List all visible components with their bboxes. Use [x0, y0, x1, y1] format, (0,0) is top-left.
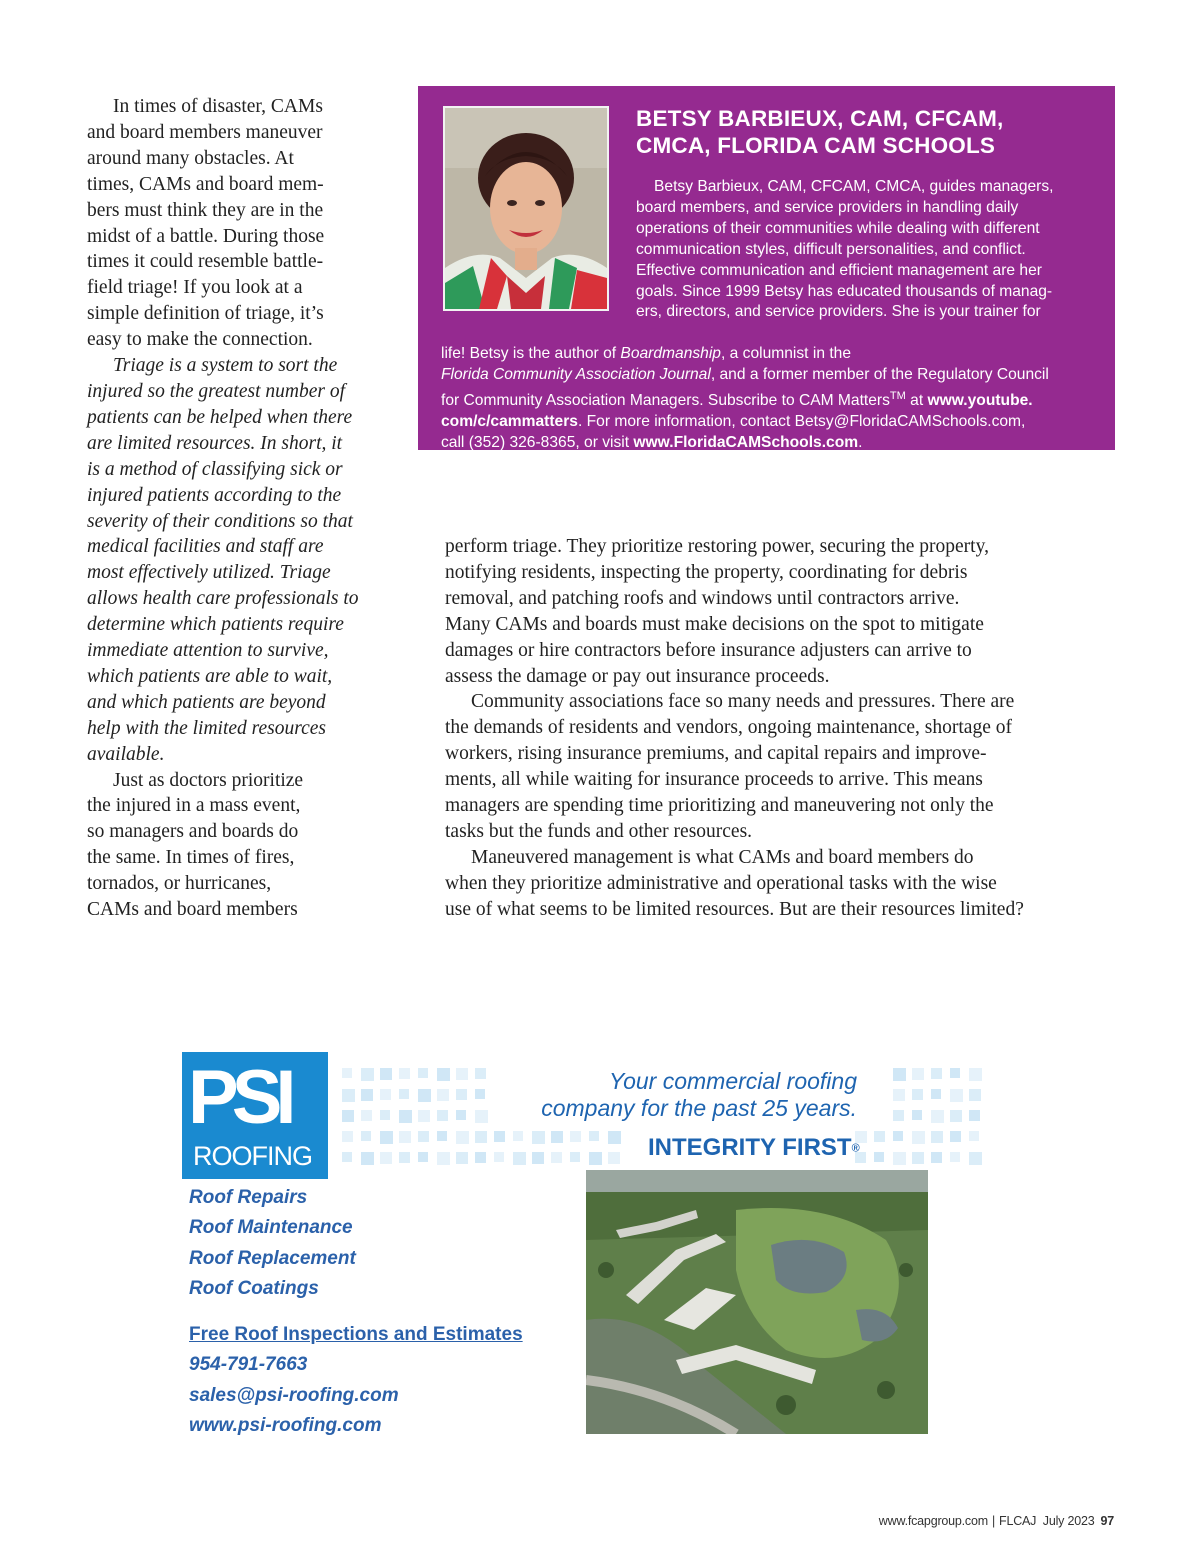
text-line: CAMs and board members: [87, 899, 298, 921]
decor-tile: [342, 1089, 355, 1102]
text-line: the same. In times of fires,: [87, 847, 295, 869]
decor-tile: [551, 1152, 562, 1163]
decor-tile: [380, 1110, 390, 1120]
roofing-services-list: [189, 1183, 356, 1304]
text-line: damages or hire contractors before insurance adjusters can arrive to: [445, 639, 972, 661]
text-line: use of what seems to be limited resources. But are their resources limited?: [445, 898, 1024, 920]
text-line: when they prioritize administrative and operational tasks with the wise: [445, 872, 997, 894]
text-line: assess the damage or pay out insurance proceeds.: [445, 665, 830, 687]
decor-tile: [494, 1152, 504, 1162]
left-paragraph-1: [87, 94, 353, 353]
right-paragraph-1: [445, 534, 1085, 689]
author-name-heading: [636, 105, 1096, 159]
text-line: and which patients are beyond: [87, 691, 326, 713]
text-line: the injured in a mass event,: [87, 795, 301, 817]
right-paragraph-3: [445, 845, 1085, 923]
service-item: Roof Coatings: [189, 1277, 319, 1299]
decor-tile: [608, 1152, 620, 1164]
decor-tile: [950, 1110, 962, 1122]
decor-tile: [418, 1068, 428, 1078]
author-portrait-illustration: [445, 108, 607, 309]
text-line: allows health care professionals to: [87, 588, 359, 610]
left-paragraph-triage-definition: [87, 353, 359, 768]
decor-tile: [950, 1089, 963, 1102]
book-title: Boardmanship: [620, 345, 721, 362]
text-line: In times of disaster, CAMs: [113, 96, 323, 117]
aerial-condo-golf-illustration: [586, 1170, 928, 1434]
decor-tile: [342, 1110, 354, 1122]
bio-line-8: life! Betsy is the author of Boardmanship, a columnist in the: [441, 345, 851, 362]
decor-tile: [456, 1110, 466, 1120]
decor-tile: [361, 1131, 371, 1141]
decor-tile: [969, 1068, 982, 1081]
decor-tile: [532, 1131, 545, 1144]
text-line: tasks but the funds and other resources.: [445, 820, 753, 842]
decor-tile: [950, 1152, 960, 1162]
text-line: the demands of residents and vendors, ongoing maintenance, shortage of: [445, 717, 1012, 739]
author-bio-box: [418, 86, 1115, 450]
decor-tile: [969, 1089, 981, 1101]
decor-tile: [361, 1068, 374, 1081]
youtube-link-part-2[interactable]: com/c/cammatters: [441, 412, 578, 430]
decor-tile: [570, 1152, 580, 1162]
phone-number[interactable]: 954-791-7663: [189, 1354, 308, 1376]
decor-tile: [950, 1068, 960, 1078]
decor-tile: [475, 1068, 486, 1079]
decor-tile: [456, 1089, 467, 1100]
decor-tile: [380, 1152, 392, 1164]
decor-tile: [893, 1068, 906, 1081]
decor-tile: [912, 1131, 925, 1144]
decor-tile: [893, 1152, 906, 1165]
logo-text-roofing: ROOFING: [193, 1141, 312, 1171]
ad-tagline: Your commercial roofing company for the past 25 years.: [541, 1068, 857, 1121]
text-line: simple definition of triage, it’s: [87, 303, 324, 325]
author-photo: [443, 106, 609, 311]
decor-tile: [399, 1068, 410, 1079]
decor-tile: [532, 1152, 544, 1164]
decor-tile: [418, 1152, 428, 1162]
decor-tile: [589, 1131, 599, 1141]
decor-tile: [475, 1131, 487, 1143]
text-line: ers, directors, and service providers. She is your trainer for: [636, 303, 1041, 321]
text-line: workers, rising insurance premiums, and capital repairs and improve-: [445, 743, 987, 765]
decor-tile: [475, 1110, 488, 1123]
text-line: most effectively utilized. Triage: [87, 562, 331, 584]
text-line: Maneuvered management is what CAMs and board members do: [471, 846, 974, 868]
text-line: are limited resources. In short, it: [87, 432, 343, 454]
decor-tile: [608, 1131, 621, 1144]
text-line: Many CAMs and boards must make decisions on the spot to mitigate: [445, 613, 984, 635]
trademark-mark: TM: [889, 389, 906, 402]
decor-tile: [342, 1068, 352, 1078]
decor-tile: [399, 1089, 409, 1099]
decor-tile: [437, 1089, 449, 1101]
decor-tile: [912, 1110, 922, 1120]
text-line: notifying residents, inspecting the property, coordinating for debris: [445, 561, 968, 583]
decor-tile: [399, 1110, 412, 1123]
text-line: severity of their conditions so that: [87, 510, 353, 532]
decor-tile: [969, 1131, 979, 1141]
text-line: Triage is a system to sort the: [113, 355, 338, 377]
decor-tile: [380, 1089, 391, 1100]
decor-tile: [399, 1131, 411, 1143]
decor-tile: [494, 1131, 505, 1142]
bio-paragraph: [636, 177, 1084, 323]
text-line: managers are spending time prioritizing and maneuvering not only the: [445, 795, 994, 817]
decor-tile: [931, 1110, 944, 1123]
decor-tile: [399, 1152, 410, 1163]
text-line: ments, all while waiting for insurance proceeds to arrive. This means: [445, 769, 983, 791]
decor-tile: [456, 1131, 469, 1144]
footer-publication: FLCAJ: [999, 1514, 1037, 1528]
decor-tile: [912, 1089, 923, 1100]
bio-line-9: Florida Community Association Journal, and a former member of the Regulatory Council: [441, 365, 1049, 383]
decor-tile: [380, 1131, 393, 1144]
decor-tile: [475, 1152, 486, 1163]
decor-tile: [969, 1152, 982, 1165]
text-line: injured patients according to the: [87, 484, 342, 506]
text-line: tornados, or hurricanes,: [87, 873, 272, 895]
bio-text-bottom: [441, 344, 1101, 454]
text-line: operations of their communities while dealing with different: [636, 219, 1040, 237]
registered-mark: ®: [851, 1142, 860, 1155]
text-line: so managers and boards do: [87, 821, 299, 843]
service-item: Roof Repairs: [189, 1187, 308, 1208]
decor-tile: [418, 1131, 429, 1142]
decor-tile: [912, 1068, 924, 1080]
left-column: [87, 94, 359, 923]
decor-tile: [893, 1131, 903, 1141]
decor-tile: [418, 1089, 431, 1102]
bio-line-10: for Community Association Managers. Subscribe to CAM Matters™ at www.youtube.: [441, 389, 1033, 409]
bio-line-11: com/c/cammatters. For more information, contact Betsy@FloridaCAMSchools.com,: [441, 412, 1026, 430]
decor-tile: [912, 1152, 924, 1164]
footer-date: July 2023: [1042, 1514, 1095, 1528]
decor-tile: [513, 1131, 523, 1141]
decor-tile: [456, 1152, 468, 1164]
decor-tile: [931, 1152, 942, 1163]
decor-tile: [874, 1152, 884, 1162]
text-line: Community associations face so many needs and pressures. There are: [471, 691, 1015, 713]
decor-tile: [570, 1131, 581, 1142]
decor-tile: [456, 1068, 468, 1080]
decor-tile: [418, 1110, 430, 1122]
decor-tile: [950, 1131, 961, 1142]
text-line: Just as doctors prioritize: [113, 769, 304, 791]
service-item: Roof Replacement: [189, 1247, 356, 1269]
text-line: times, CAMs and board mem-: [87, 173, 324, 195]
decor-tile: [342, 1152, 352, 1162]
aerial-photo: [586, 1170, 928, 1434]
bio-text-top: [636, 177, 1084, 323]
text-line: board members, and service providers in handling daily: [636, 198, 1019, 216]
text-line: immediate attention to survive,: [87, 640, 329, 662]
page-footer: www.fcapgroup.com | FLCAJ July 2023 97: [878, 1514, 1114, 1528]
decor-tile: [361, 1152, 374, 1165]
decor-tile: [361, 1089, 373, 1101]
decor-tile: [437, 1131, 447, 1141]
text-line: which patients are able to wait,: [87, 665, 333, 687]
text-line: patients can be helped when there: [87, 406, 353, 428]
decor-tile: [589, 1152, 602, 1165]
decor-tile: [380, 1068, 392, 1080]
left-paragraph-3: [87, 768, 353, 923]
decor-tile: [437, 1068, 450, 1081]
author-name-line-1: BETSY BARBIEUX, CAM, CFCAM,: [636, 106, 1004, 131]
text-line: Effective communication and efficient management are her: [636, 261, 1042, 279]
text-line: and board members maneuver: [87, 121, 323, 143]
text-line: communication styles, difficult personalities, and conflict.: [636, 240, 1026, 258]
decor-tile: [513, 1152, 526, 1165]
website-link[interactable]: www.psi-roofing.com: [189, 1414, 382, 1436]
text-line: available.: [87, 743, 165, 765]
text-line: bers must think they are in the: [87, 199, 324, 221]
decor-tile: [874, 1131, 885, 1142]
bio-line-12: call (352) 326-8365, or visit www.FloridaCAMSchools.com.: [441, 433, 863, 451]
decor-tile: [342, 1131, 353, 1142]
email-link[interactable]: sales@psi-roofing.com: [189, 1384, 399, 1406]
author-name-line-2: CMCA, FLORIDA CAM SCHOOLS: [636, 133, 996, 158]
youtube-link-part-1[interactable]: www.youtube.: [927, 392, 1033, 409]
decor-tile: [893, 1089, 905, 1101]
psi-roofing-logo: [182, 1052, 328, 1179]
text-line: goals. Since 1999 Betsy has educated thousands of manag-: [636, 282, 1053, 300]
decor-tile: [931, 1131, 943, 1143]
logo-text-psi: PSI: [188, 1055, 290, 1140]
integrity-first-slogan: INTEGRITY FIRST®: [648, 1134, 860, 1161]
text-line: determine which patients require: [87, 614, 344, 636]
text-line: perform triage. They prioritize restoring power, securing the property,: [445, 536, 989, 557]
decor-tile: [475, 1089, 485, 1099]
text-line: is a method of classifying sick or: [87, 458, 343, 480]
text-line: easy to make the connection.: [87, 329, 313, 351]
text-line: midst of a battle. During those: [87, 225, 325, 247]
decor-tile: [893, 1110, 904, 1121]
ad-contact-info: [189, 1320, 523, 1441]
decor-tile: [931, 1068, 942, 1079]
text-line: Betsy Barbieux, CAM, CFCAM, CMCA, guides managers,: [654, 178, 1054, 195]
decor-tile: [969, 1110, 980, 1121]
text-line: around many obstacles. At: [87, 147, 294, 169]
decor-tile: [551, 1131, 563, 1143]
journal-title: Florida Community Association Journal: [441, 365, 711, 383]
text-line: times it could resemble battle-: [87, 251, 324, 273]
footer-website[interactable]: www.fcapgroup.com: [878, 1514, 988, 1528]
decor-tile: [931, 1089, 941, 1099]
text-line: field triage! If you look at a: [87, 277, 303, 299]
text-line: injured so the greatest number of: [87, 380, 345, 402]
psi-roofing-advertisement: [182, 1050, 982, 1440]
decor-tile: [437, 1110, 448, 1121]
service-item: Roof Maintenance: [189, 1217, 353, 1239]
decor-tile: [361, 1110, 372, 1121]
right-paragraph-2: [445, 689, 1085, 844]
free-inspections-link[interactable]: Free Roof Inspections and Estimates: [189, 1324, 523, 1345]
page-number: 97: [1100, 1514, 1114, 1528]
decor-tile: [437, 1152, 450, 1165]
text-line: help with the limited resources: [87, 717, 327, 739]
text-line: medical facilities and staff are: [87, 536, 324, 558]
website-link[interactable]: www.FloridaCAMSchools.com: [633, 433, 859, 451]
right-column: [445, 534, 1085, 923]
text-line: removal, and patching roofs and windows until contractors arrive.: [445, 587, 960, 609]
